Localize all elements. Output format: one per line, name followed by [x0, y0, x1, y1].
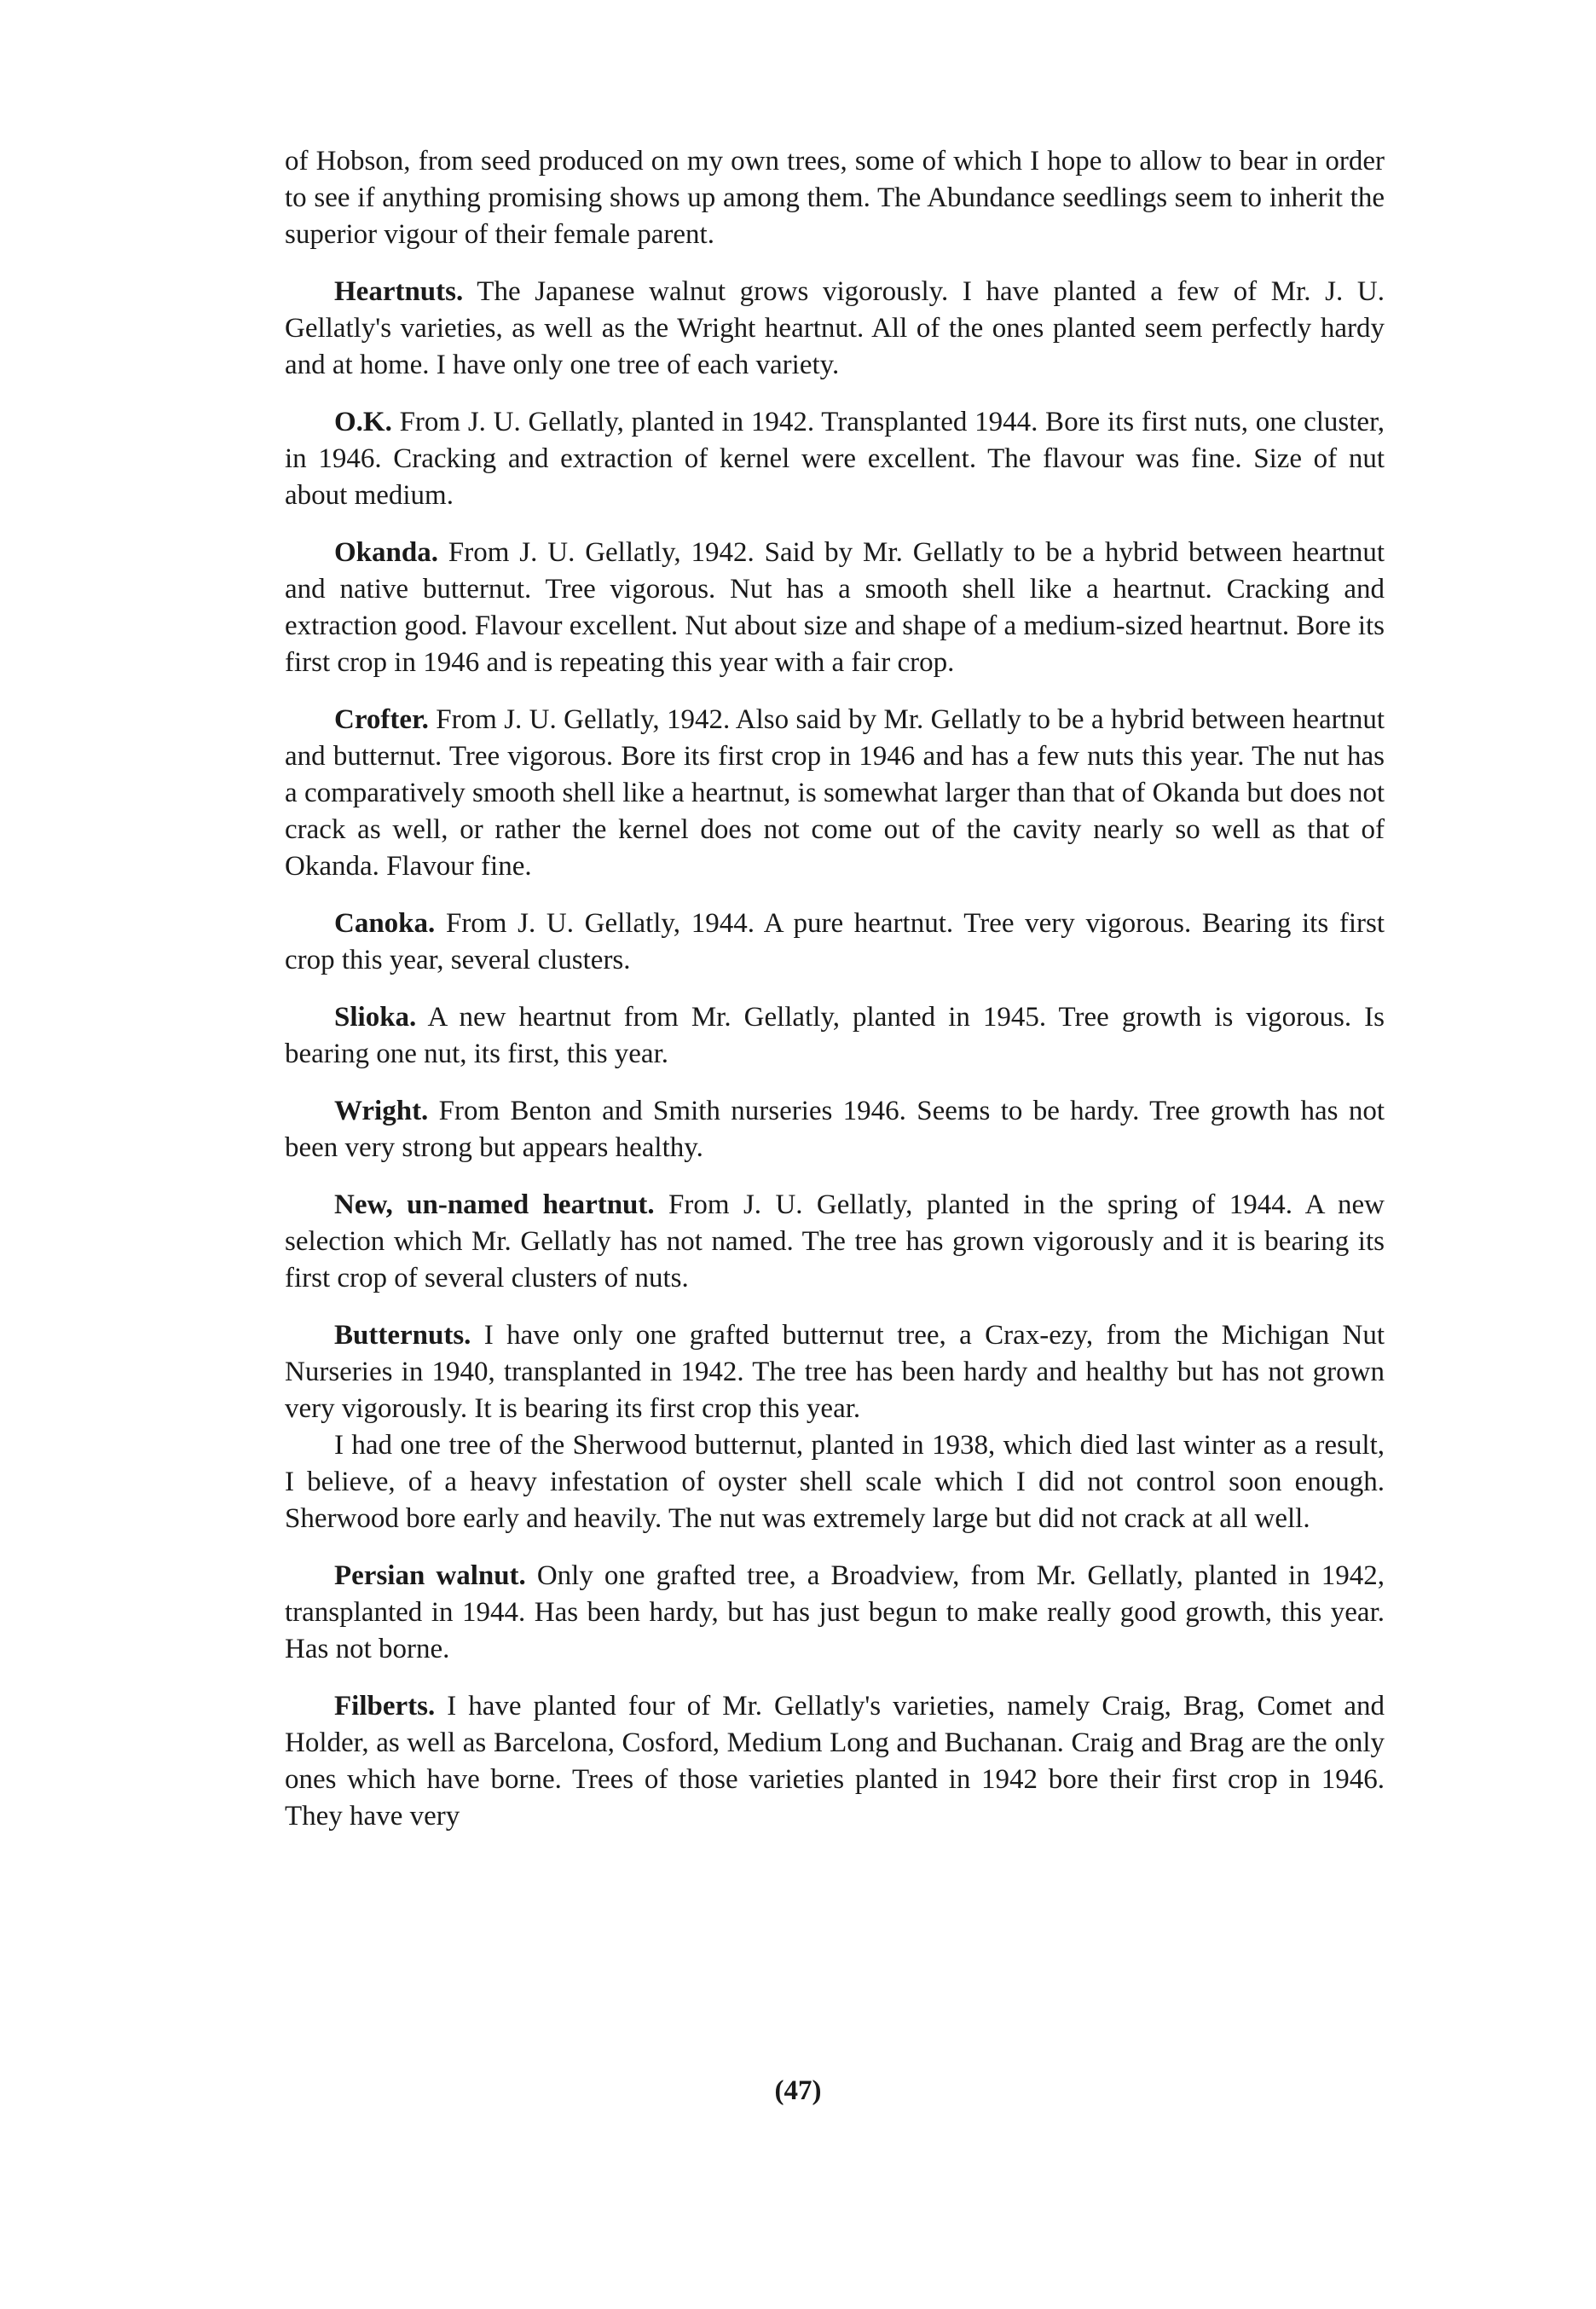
paragraph-text: From Benton and Smith nurseries 1946. Seems to be hardy. Tree growth has not been very strong but appears healthy.	[285, 1096, 1385, 1163]
paragraph-ok	[285, 404, 1385, 514]
paragraph-text: From J. U. Gellatly, 1942. Said by Mr. Gellatly to be a hybrid between heartnut and native butternut. Tree vigorous. Nut has a smooth shell like a heartnut. Cracking and extraction good. Flavour excellent. Nut about size and shape of a medium-sized heartnut. Bore its first crop in 1946 and is repeating this year with a fair crop.	[285, 537, 1385, 678]
paragraph-persian-walnut	[285, 1558, 1385, 1668]
paragraph-butternuts	[285, 1317, 1385, 1427]
paragraph-text: From J. U. Gellatly, 1942. Also said by Mr. Gellatly to be a hybrid between heartnut and butternut. Tree vigorous. Bore its first crop in 1946 and has a few nuts this year. The nut has a comparatively smooth shell like a heartnut, is somewhat larger than that of Okanda but does not crack as well, or rather the kernel does not come out of the cavity nearly so well as that of Okanda. Flavour fine.	[285, 704, 1385, 882]
paragraph-heading: Persian walnut.	[334, 1560, 526, 1591]
paragraph-heading: Filberts.	[334, 1691, 436, 1722]
paragraph-sherwood	[285, 1427, 1385, 1537]
paragraph-heading: New, un-named heartnut.	[334, 1189, 655, 1220]
paragraph-heading: Butternuts.	[334, 1320, 471, 1351]
paragraph-heading: Okanda.	[334, 537, 438, 568]
paragraph-filberts	[285, 1688, 1385, 1835]
paragraph-slioka	[285, 999, 1385, 1073]
paragraph-text: Only one grafted tree, a Broadview, from Mr. Gellatly, planted in 1942, transplanted in 1944. Has been hardy, but has just begun to make really good growth, this year. Has not borne.	[285, 1560, 1385, 1664]
paragraph-heading: Crofter.	[334, 704, 429, 735]
paragraph-text: I have planted four of Mr. Gellatly's varieties, namely Craig, Brag, Comet and Holder, as well as Barcelona, Cosford, Medium Long and Buchanan. Craig and Brag are the only ones which have borne. Trees of those varieties planted in 1942 bore their first crop in 1946. They have very	[285, 1691, 1385, 1832]
paragraph-crofter	[285, 702, 1385, 885]
paragraph-wright	[285, 1093, 1385, 1166]
paragraph-heading: Slioka.	[334, 1002, 417, 1033]
paragraph-text: The Japanese walnut grows vigorously. I have planted a few of Mr. J. U. Gellatly's varieties, as well as the Wright heartnut. All of the ones planted seem perfectly hardy and at home. I have only one tree of each variety.	[285, 276, 1385, 380]
paragraph-heading: Wright.	[334, 1096, 429, 1126]
paragraph-text: From J. U. Gellatly, 1944. A pure heartnut. Tree very vigorous. Bearing its first crop this year, several clusters.	[285, 908, 1385, 975]
paragraph-text: of Hobson, from seed produced on my own trees, some of which I hope to allow to bear in order to see if anything promising shows up among them. The Abundance seedlings seem to inherit the superior vigour of their female parent.	[285, 146, 1385, 250]
paragraph-heartnuts	[285, 274, 1385, 384]
paragraph-okanda	[285, 535, 1385, 681]
paragraph-canoka	[285, 906, 1385, 979]
document-body	[285, 143, 1385, 1855]
page-number: (47)	[774, 2075, 822, 2106]
paragraph-text: A new heartnut from Mr. Gellatly, planted in 1945. Tree growth is vigorous. Is bearing one nut, its first, this year.	[285, 1002, 1385, 1069]
paragraph-heading: Heartnuts.	[334, 276, 464, 307]
paragraph-heading: Canoka.	[334, 908, 436, 939]
paragraph-continuation	[285, 143, 1385, 253]
paragraph-text: From J. U. Gellatly, planted in 1942. Transplanted 1944. Bore its first nuts, one cluster, in 1946. Cracking and extraction of kernel were excellent. The flavour was fine. Size of nut about medium.	[285, 407, 1385, 511]
paragraph-text: From J. U. Gellatly, planted in the spring of 1944. A new selection which Mr. Gellatly has not named. The tree has grown vigorously and it is bearing its first crop of several clusters of nuts.	[285, 1189, 1385, 1293]
paragraph-heading: O.K.	[334, 407, 392, 437]
paragraph-new-unnamed-heartnut	[285, 1187, 1385, 1297]
paragraph-text: I have only one grafted butternut tree, a Crax-ezy, from the Michigan Nut Nurseries in 1940, transplanted in 1942. The tree has been hardy and healthy but has not grown very vigorously. It is bearing its first crop this year.	[285, 1320, 1385, 1424]
paragraph-text: I had one tree of the Sherwood butternut, planted in 1938, which died last winter as a result, I believe, of a heavy infestation of oyster shell scale which I did not control soon enough. Sherwood bore early and heavily. The nut was extremely large but did not crack at all well.	[285, 1430, 1385, 1534]
